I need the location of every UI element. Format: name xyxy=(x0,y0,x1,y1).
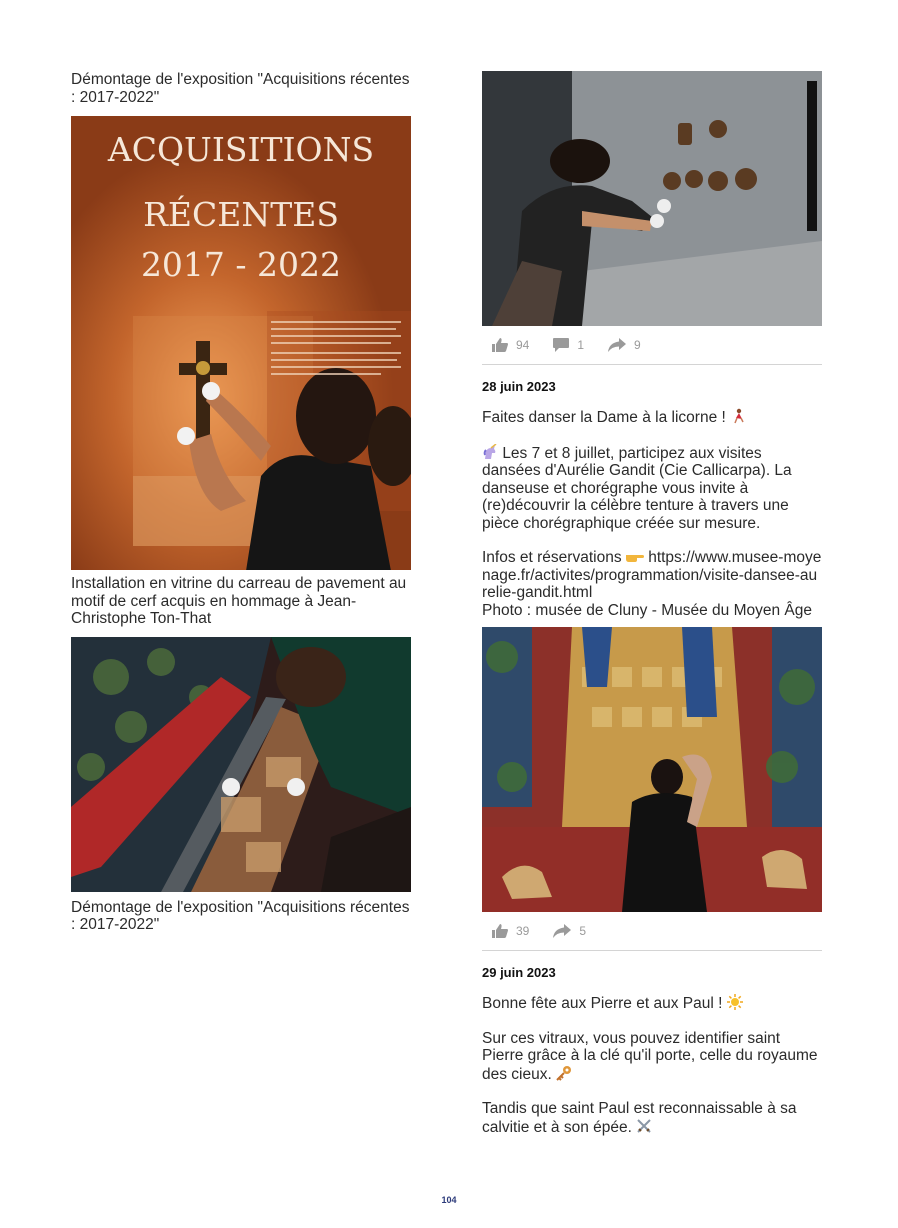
thumbs-up-icon xyxy=(492,924,508,938)
unicorn-emoji-icon xyxy=(482,444,498,460)
left-column xyxy=(71,71,411,934)
caption-dismantling-1: Démontage de l'exposition "Acquisitions récentes : 2017-2022" xyxy=(71,71,410,106)
share-stat[interactable] xyxy=(553,924,586,938)
like-count: 94 xyxy=(516,338,530,352)
post-2-line-2 xyxy=(482,444,822,533)
post-1-stats xyxy=(482,326,822,365)
comment-stat[interactable] xyxy=(553,338,584,352)
post-3-line-3 xyxy=(482,1100,822,1136)
comment-icon xyxy=(553,338,569,352)
info-link[interactable]: https://www.musee-moyenage.fr/activites/programmation/visite-dansee-aurelie-gandit.html xyxy=(482,549,822,601)
dancer-emoji-icon xyxy=(730,408,746,424)
pointing-hand-emoji-icon xyxy=(626,550,644,564)
post-3-paul: Tandis que saint Paul est reconnaissable à sa calvitie et à son épée. xyxy=(482,1100,797,1136)
share-icon xyxy=(553,924,571,938)
post-2-line-4: Photo : musée de Cluny - Musée du Moyen Âge xyxy=(482,601,812,619)
photo-tile-art xyxy=(71,637,411,892)
photo-crucifix-installation xyxy=(71,116,411,570)
comment-count: 1 xyxy=(577,338,585,352)
share-icon xyxy=(608,338,626,352)
right-column xyxy=(482,71,822,1136)
post-2-date: 28 juin 2023 xyxy=(482,379,556,394)
thumbs-up-icon xyxy=(492,338,508,352)
caption-dismantling-2: Démontage de l'exposition "Acquisitions récentes : 2017-2022" xyxy=(71,898,410,933)
photo-vitrine-installation xyxy=(482,71,822,326)
photo-unicorn-tapestry-dance xyxy=(482,627,822,912)
key-emoji-icon xyxy=(556,1065,572,1081)
post-3-peter: Sur ces vitraux, vous pouvez identifier saint Pierre grâce à la clé qu'il porte, celle du royaume des cieux. xyxy=(482,1029,818,1083)
post-3-line-1 xyxy=(482,994,822,1013)
share-stat[interactable] xyxy=(608,338,641,352)
post-2-description: Les 7 et 8 juillet, participez aux visites dansées d'Aurélie Gandit (Cie Callicarpa). La danseuse et chorégraphe vous invite à (re)découvrir la célèbre tenture à travers une pièce chorégraphique créée sur mesure. xyxy=(482,444,792,532)
share-count: 9 xyxy=(634,338,641,352)
photo-vitrine-art xyxy=(482,71,822,326)
post-2-line-1 xyxy=(482,408,822,427)
share-count: 5 xyxy=(579,924,587,938)
photo-tile-showcase xyxy=(71,637,411,892)
caption-showcase-installation: Installation en vitrine du carreau de pavement au motif de cerf acquis en hommage à Jean-Christophe Ton-That xyxy=(71,575,407,627)
like-stat[interactable] xyxy=(492,338,529,352)
post-3-line-2 xyxy=(482,1030,822,1084)
post-2-line-3 xyxy=(482,549,822,602)
swords-emoji-icon xyxy=(636,1118,652,1134)
post-2-stats xyxy=(482,912,822,951)
page-number: 104 xyxy=(441,1195,457,1205)
post-3-date: 29 juin 2023 xyxy=(482,965,556,980)
sun-emoji-icon xyxy=(727,994,743,1010)
like-count: 39 xyxy=(516,924,530,938)
sign-line-3: 2017 - 2022 xyxy=(140,245,342,284)
sign-line-1: ACQUISITIONS xyxy=(107,130,375,169)
sign-line-2: RÉCENTES xyxy=(143,195,339,234)
photo-crucifix-art xyxy=(71,116,411,570)
photo-tapestry-art xyxy=(482,627,822,912)
post-3-headline: Bonne fête aux Pierre et aux Paul ! xyxy=(482,995,723,1012)
info-prefix: Infos et réservations xyxy=(482,549,622,566)
post-2-headline: Faites danser la Dame à la licorne ! xyxy=(482,409,726,426)
like-stat[interactable] xyxy=(492,924,529,938)
